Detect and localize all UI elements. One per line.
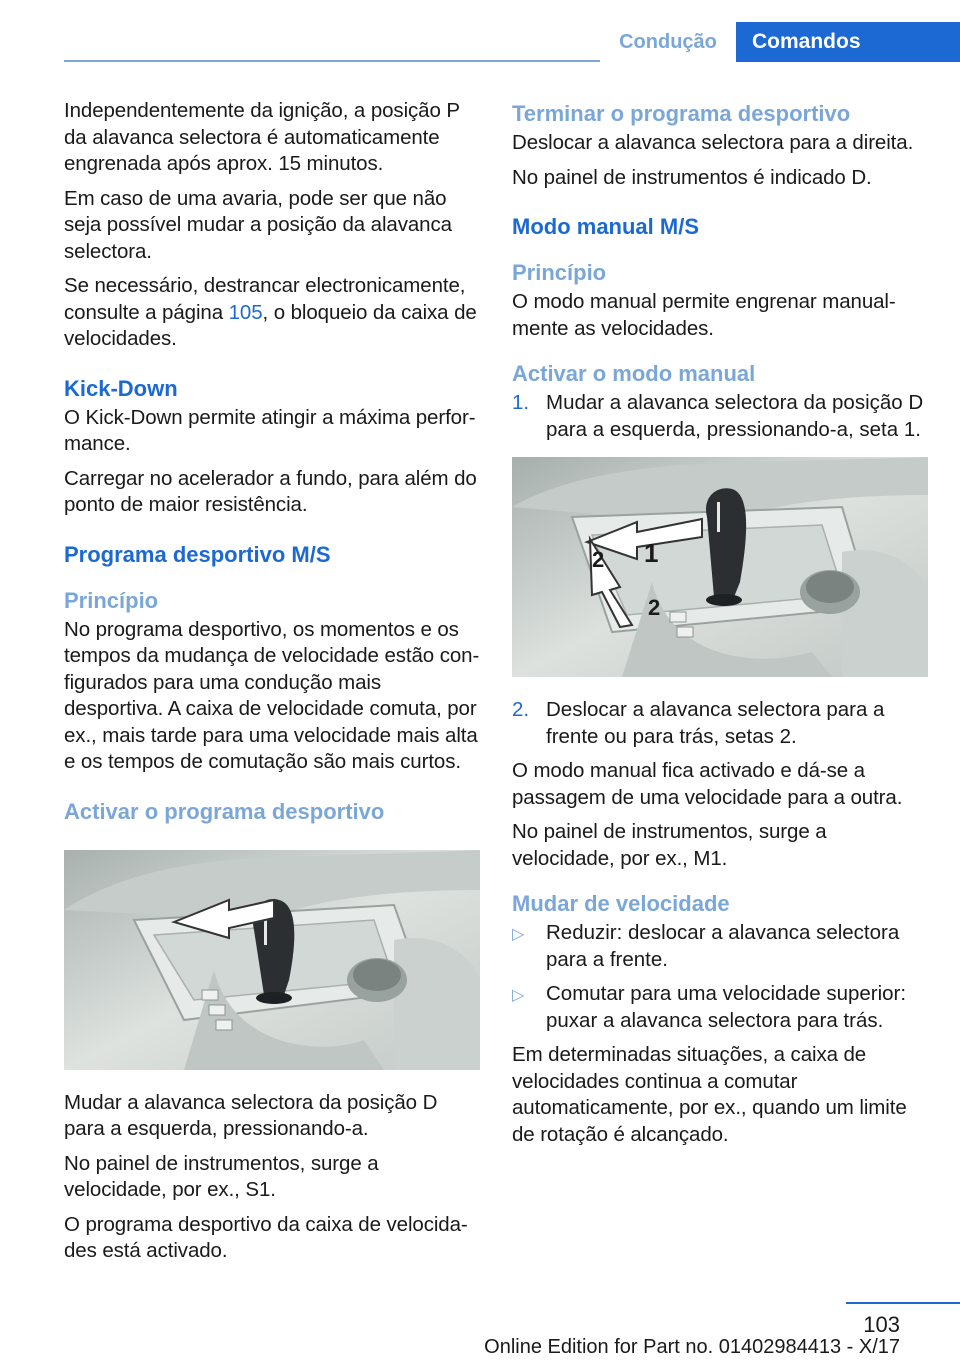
arrow-label-2-lower: 2 [648,595,661,620]
step-number: 2. [512,698,530,721]
paragraph: Independentemente da ignição, a posição P da alavanca selectora é automaticamente engrenada após aprox. 15 minutos. [64,99,460,175]
header-section-tab[interactable]: Condução [600,22,736,62]
heading-principle: Princípio [64,587,159,613]
step-text: Deslocar a alavanca selectora para a frente ou para trás, setas 2. [546,698,885,748]
right-column [512,98,928,1156]
bullet-item [512,920,928,973]
manual-mode-illustration [512,457,928,677]
paragraph: O Kick-Down permite atingir a máxima performance. [64,405,476,455]
paragraph: No painel de instrumentos, surge a velocidade, por ex., S1. [64,1151,379,1201]
left-column [64,98,480,1273]
header-chapter-tab[interactable]: Comandos [736,22,960,62]
list-item [512,697,928,750]
bullet-text: Comutar para uma velocidade superior: puxar a alavanca selectora para trás. [546,982,907,1032]
paragraph: Em caso de uma avaria, pode ser que não seja possível mudar a posição da alavanca selectora. [64,186,452,263]
arrow-label-2-upper: 2 [592,547,605,572]
paragraph: Se necessário, destrancar electronicamente, consulte a página 105, o bloqueio da caixa de velocidades. [64,274,477,350]
heading-end-sport: Terminar o programa desportivo [512,101,851,126]
heading-activate-manual: Activar o modo manual [512,361,756,386]
triangle-bullet-icon: ▷ [512,926,525,943]
arrow-label-1: 1 [644,538,659,568]
heading-sport-program: Programa desportivo M/S [64,541,331,567]
paragraph: O modo manual permite engrenar manualmente as velocidades. [512,290,896,340]
heading-kick-down: Kick-Down [64,375,178,401]
step-number: 1. [512,391,530,414]
paragraph: Deslocar a alavanca selectora para a direita. [512,131,914,154]
list-item [512,390,928,443]
page-link[interactable]: 105 [228,300,263,324]
bullet-text: Reduzir: deslocar a alavanca selectora para a frente. [546,921,900,971]
paragraph: Mudar a alavanca selectora da posição D para a esquerda, pressionando-a. [64,1090,438,1140]
paragraph: No painel de instrumentos, surge a velocidade, por ex., M1. [512,820,827,870]
heading-manual-mode: Modo manual M/S [512,214,699,239]
paragraph: Em determinadas situações, a caixa de velocidades continua a comutar automaticamente, por ex., quando um limite de rotação é alcançado. [512,1043,907,1146]
step-text: Mudar a alavanca selectora da posição D para a esquerda, pressionando-a, seta 1. [546,391,924,441]
triangle-bullet-icon: ▷ [512,987,525,1004]
bullet-item [512,981,928,1034]
heading-activate-sport: Activar o programa desportivo [64,798,385,824]
heading-principle: Princípio [512,260,607,285]
paragraph: O programa desportivo da caixa de velocidades está activado. [64,1212,468,1262]
heading-change-gear: Mudar de velocidade [512,891,730,916]
gear-selector-illustration [64,850,480,1070]
page-number: 103 [863,1312,900,1337]
paragraph: No programa desportivo, os momentos e os tempos da mudança de velocidade estão configurados para uma condução mais desportiva. A caixa de velocidade comuta, por ex., mais tarde para uma velocidade mais alta e os tempos de comutação são mais curtos. [64,617,480,773]
paragraph: O modo manual fica activado e dá-se a passagem de uma velocidade para a outra. [512,759,903,809]
page-number-rule [846,1302,960,1304]
paragraph: No painel de instrumentos é indicado D. [512,165,872,189]
edition-footer: Online Edition for Part no. 01402984413 - X/17 [484,1336,900,1358]
paragraph: Carregar no acelerador a fundo, para além do ponto de maior resistência. [64,466,477,516]
